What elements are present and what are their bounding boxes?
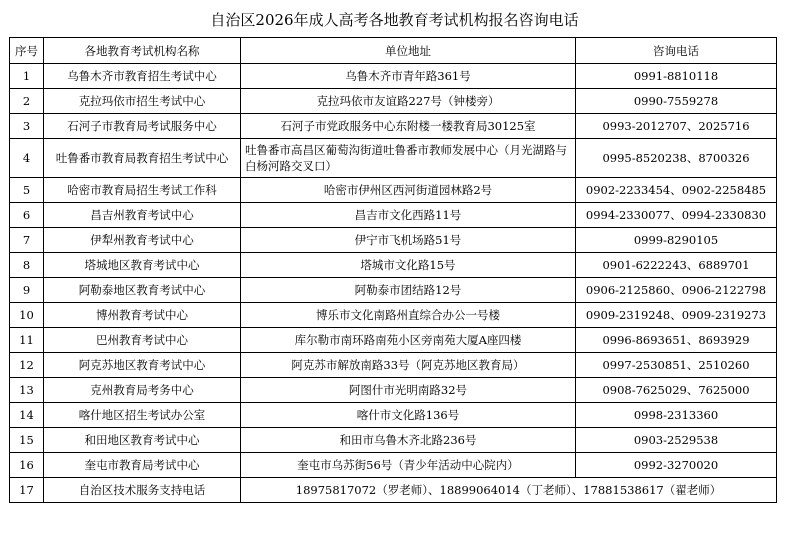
row-institution: 石河子市教育局考试服务中心: [44, 114, 241, 139]
row-institution: 自治区技术服务支持电话: [44, 478, 241, 503]
table-row: [10, 253, 777, 278]
contact-table: [9, 37, 777, 503]
table-row: [10, 378, 777, 403]
row-index: 7: [10, 228, 44, 253]
row-phone: 0997-2530851、2510260: [576, 353, 777, 378]
row-address: 和田市乌鲁木齐北路236号: [241, 428, 576, 453]
row-index: 3: [10, 114, 44, 139]
row-institution: 哈密市教育局招生考试工作科: [44, 178, 241, 203]
row-phone: 0999-8290105: [576, 228, 777, 253]
row-address: 昌吉市文化西路11号: [241, 203, 576, 228]
table-row: [10, 453, 777, 478]
table-row: [10, 353, 777, 378]
row-phone: 0902-2233454、0902-2258485: [576, 178, 777, 203]
row-phone: 0909-2319248、0909-2319273: [576, 303, 777, 328]
table-row: [10, 328, 777, 353]
table-row: [10, 64, 777, 89]
row-phone: 0906-2125860、0906-2122798: [576, 278, 777, 303]
row-index: 9: [10, 278, 44, 303]
row-institution: 克州教育局考务中心: [44, 378, 241, 403]
row-index: 16: [10, 453, 44, 478]
table-row: [10, 178, 777, 203]
row-address: 哈密市伊州区西河街道园林路2号: [241, 178, 576, 203]
table-row: [10, 403, 777, 428]
row-institution: 吐鲁番市教育局教育招生考试中心: [44, 139, 241, 178]
row-address: 伊宁市飞机场路51号: [241, 228, 576, 253]
row-index: 5: [10, 178, 44, 203]
row-index: 10: [10, 303, 44, 328]
row-institution: 乌鲁木齐市教育招生考试中心: [44, 64, 241, 89]
row-index: 1: [10, 64, 44, 89]
header-index: 序号: [10, 38, 44, 64]
row-institution: 塔城地区教育考试中心: [44, 253, 241, 278]
row-address: 阿勒泰市团结路12号: [241, 278, 576, 303]
row-address: 乌鲁木齐市青年路361号: [241, 64, 576, 89]
row-institution: 博州教育考试中心: [44, 303, 241, 328]
row-institution: 伊犁州教育考试中心: [44, 228, 241, 253]
table-header-row: [10, 38, 777, 64]
table-row: [10, 114, 777, 139]
row-address: 库尔勒市南环路南苑小区旁南苑大厦A座四楼: [241, 328, 576, 353]
row-index: 11: [10, 328, 44, 353]
row-address: 喀什市文化路136号: [241, 403, 576, 428]
row-address: 吐鲁番市高昌区葡萄沟街道吐鲁番市教师发展中心（月光湖路与白杨河路交叉口）: [241, 139, 576, 178]
table-row: [10, 139, 777, 178]
row-phone: 0991-8810118: [576, 64, 777, 89]
row-address: 石河子市党政服务中心东附楼一楼教育局30125室: [241, 114, 576, 139]
row-institution: 和田地区教育考试中心: [44, 428, 241, 453]
header-address: 单位地址: [241, 38, 576, 64]
table-row: [10, 89, 777, 114]
row-index: 14: [10, 403, 44, 428]
row-institution: 奎屯市教育局考试中心: [44, 453, 241, 478]
row-institution: 巴州教育考试中心: [44, 328, 241, 353]
row-phone: 0993-2012707、2025716: [576, 114, 777, 139]
row-address: 阿克苏市解放南路33号（阿克苏地区教育局）: [241, 353, 576, 378]
row-index: 17: [10, 478, 44, 503]
row-index: 15: [10, 428, 44, 453]
row-institution: 喀什地区招生考试办公室: [44, 403, 241, 428]
header-institution: 各地教育考试机构名称: [44, 38, 241, 64]
row-index: 6: [10, 203, 44, 228]
row-address: 阿图什市光明南路32号: [241, 378, 576, 403]
row-phone: 0992-3270020: [576, 453, 777, 478]
table-row: [10, 478, 777, 503]
row-phone: 0908-7625029、7625000: [576, 378, 777, 403]
row-index: 8: [10, 253, 44, 278]
row-phone: 0998-2313360: [576, 403, 777, 428]
table-body: [10, 64, 777, 503]
table-row: [10, 303, 777, 328]
row-support-contacts: 18975817072（罗老师）、18899064014（丁老师）、17881538617（翟老师）: [241, 478, 777, 503]
row-phone: 0990-7559278: [576, 89, 777, 114]
row-index: 13: [10, 378, 44, 403]
row-phone: 0901-6222243、6889701: [576, 253, 777, 278]
table-row: [10, 278, 777, 303]
row-index: 12: [10, 353, 44, 378]
table-row: [10, 228, 777, 253]
row-institution: 昌吉州教育考试中心: [44, 203, 241, 228]
table-row: [10, 428, 777, 453]
row-address: 克拉玛依市友谊路227号（钟楼旁）: [241, 89, 576, 114]
row-phone: 0996-8693651、8693929: [576, 328, 777, 353]
row-address: 奎屯市乌苏街56号（青少年活动中心院内）: [241, 453, 576, 478]
row-institution: 阿克苏地区教育考试中心: [44, 353, 241, 378]
table-row: [10, 203, 777, 228]
row-phone: 0995-8520238、8700326: [576, 139, 777, 178]
row-address: 塔城市文化路15号: [241, 253, 576, 278]
row-phone: 0903-2529538: [576, 428, 777, 453]
page-title: 自治区2026年成人高考各地教育考试机构报名咨询电话: [210, 11, 579, 29]
row-index: 4: [10, 139, 44, 178]
row-institution: 阿勒泰地区教育考试中心: [44, 278, 241, 303]
row-address: 博乐市文化南路州直综合办公一号楼: [241, 303, 576, 328]
row-institution: 克拉玛依市招生考试中心: [44, 89, 241, 114]
row-phone: 0994-2330077、0994-2330830: [576, 203, 777, 228]
header-phone: 咨询电话: [576, 38, 777, 64]
row-index: 2: [10, 89, 44, 114]
